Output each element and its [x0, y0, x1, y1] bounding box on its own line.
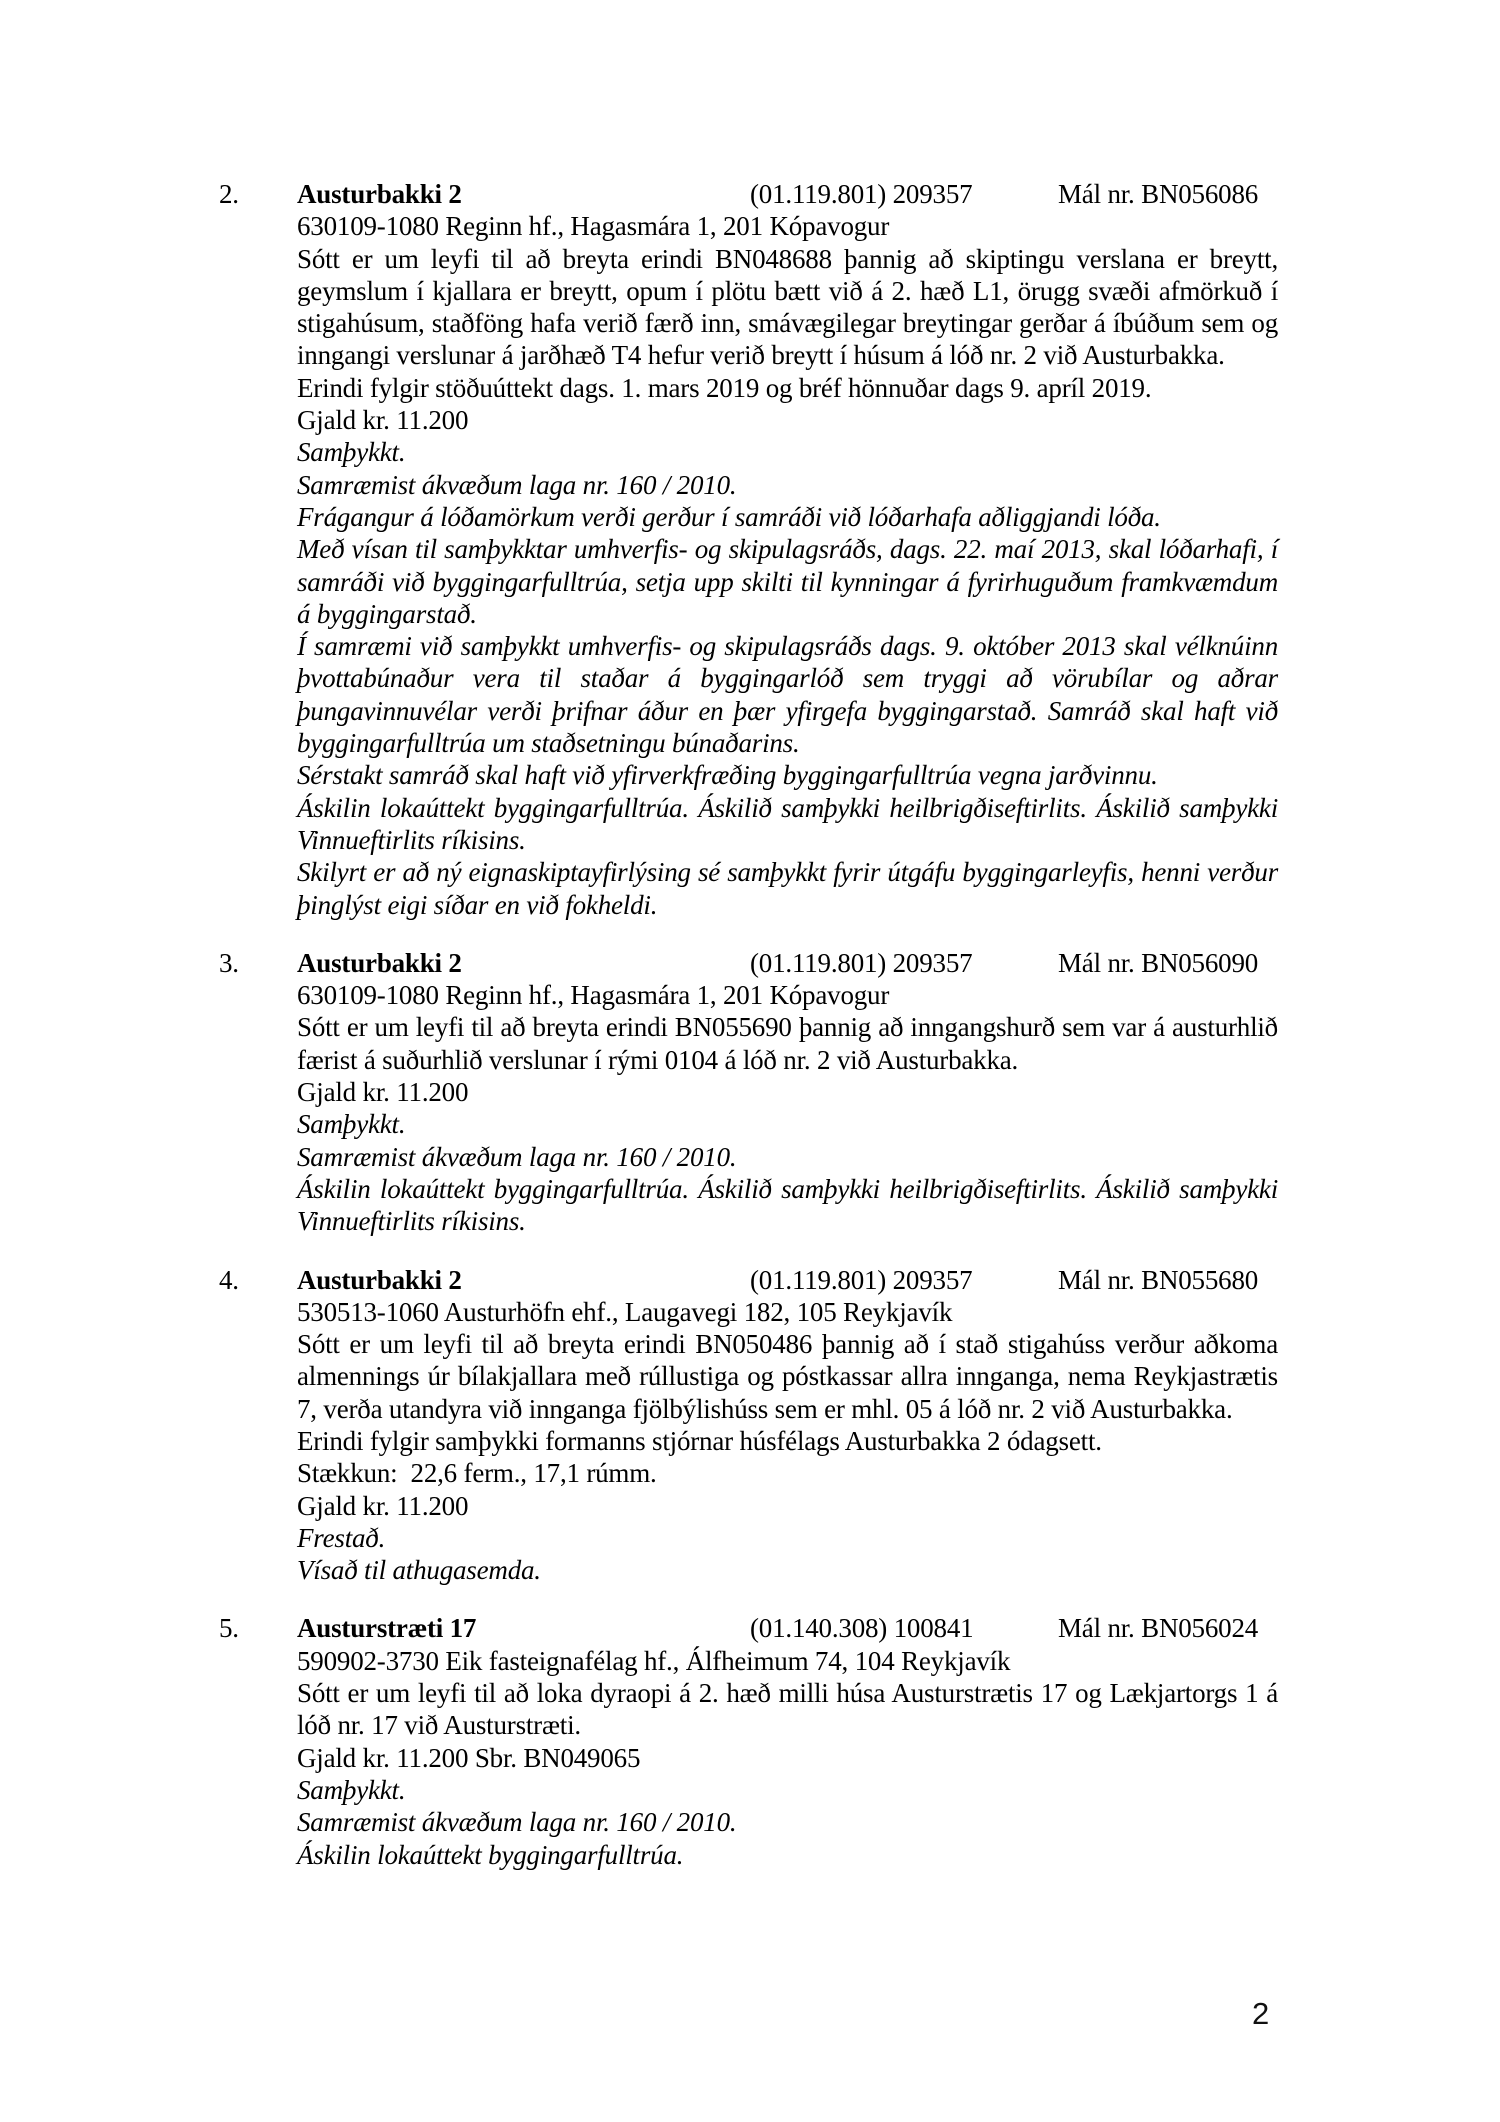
item-number: 5. [219, 1613, 239, 1644]
agenda-item-header [219, 178, 1278, 210]
agenda-item-header [219, 1264, 1278, 1296]
item-paragraphs [297, 1328, 1278, 1586]
item-case-number: Mál nr. BN056024 [1058, 1613, 1259, 1644]
item-paragraph: Sótt er um leyfi til að breyta erindi BN050486 þannig að í stað stigahúss verður aðkoma almennings úr bílakjallara með rúllustiga og póstkassar allra innganga, nema Reykjastrætis 7, verða utandyra við innganga fjölbýlishúss sem er mhl. 05 á lóð nr. 2 við Austurbakka. [297, 1329, 1278, 1424]
agenda-item-header [219, 1612, 1278, 1644]
agenda-item [219, 178, 1278, 921]
item-decision-paragraph: Frestað. [297, 1522, 386, 1553]
item-decision-paragraph: Með vísan til samþykktar umhverfis- og skipulagsráðs, dags. 22. maí 2013, skal lóðarhafi, í samráði við byggingarfulltrúa, setja upp skilti til kynningar á fyrirhuguðum framkvæmdum á byggingarstað. [297, 534, 1278, 629]
item-owner-line: 530513-1060 Austurhöfn ehf., Laugavegi 182, 105 Reykjavík [297, 1296, 953, 1327]
item-owner-line: 590902-3730 Eik fasteignafélag hf., Álfheimum 74, 104 Reykjavík [297, 1645, 1011, 1676]
item-case-number: Mál nr. BN055680 [1058, 1264, 1259, 1295]
item-paragraphs [297, 243, 1278, 921]
item-decision-paragraph: Samræmist ákvæðum laga nr. 160 / 2010. [297, 469, 737, 500]
page-number: 2 [1252, 1996, 1270, 2031]
item-paragraph: Gjald kr. 11.200 [297, 1077, 469, 1108]
item-decision-paragraph: Samræmist ákvæðum laga nr. 160 / 2010. [297, 1807, 737, 1838]
agenda-item [219, 1264, 1278, 1587]
items-list [219, 178, 1278, 1871]
item-paragraph: Gjald kr. 11.200 [297, 1490, 469, 1521]
item-number: 2. [219, 179, 239, 209]
item-paragraph: Sótt er um leyfi til að breyta erindi BN048688 þannig að skiptingu verslana er breytt, geymslum í kjallara er breytt, opum í plötu bætt við á 2. hæð L1, örugg svæði afmörkuð í stigahúsum, staðföng hafa verið færð inn, smávægilegar breytingar gerðar á íbúðum sem og inngangi verslunar á jarðhæð T4 hefur verið breytt í húsum á lóð nr. 2 við Austurbakka. [297, 243, 1278, 371]
item-paragraphs [297, 1011, 1278, 1237]
item-paragraphs [297, 1677, 1278, 1871]
item-address-title: Austurbakki 2 [297, 1264, 462, 1295]
item-paragraph: Sótt er um leyfi til að breyta erindi BN055690 þannig að inngangshurð sem var á austurhlið færist á suðurhlið verslunar í rými 0104 á lóð nr. 2 við Austurbakka. [297, 1012, 1278, 1075]
item-case-number: Mál nr. BN056090 [1058, 947, 1259, 978]
item-decision-paragraph: Í samræmi við samþykkt umhverfis- og skipulagsráðs dags. 9. október 2013 skal vélknúinn þvottabúnaður vera til staðar á byggingarlóð sem tryggi að vörubílar og aðrar þungavinnuvélar verði þrifnar áður en þær yfirgefa byggingarstað. Samráð skal haft við byggingarfulltrúa um staðsetningu búnaðarins. [297, 631, 1278, 759]
agenda-item [219, 1612, 1278, 1870]
item-number: 3. [219, 947, 239, 978]
agenda-item [219, 947, 1278, 1238]
item-paragraph: Stækkun: 22,6 ferm., 17,1 rúmm. [297, 1458, 657, 1489]
item-property-ref: (01.140.308) 100841 [750, 1613, 974, 1644]
item-property-ref: (01.119.801) 209357 [750, 947, 973, 978]
item-decision-paragraph: Áskilin lokaúttekt byggingarfulltrúa. Áskilið samþykki heilbrigðiseftirlits. Áskilið samþykki Vinnueftirlits ríkisins. [297, 792, 1278, 855]
item-property-ref: (01.119.801) 209357 [750, 1264, 973, 1295]
item-decision-paragraph: Samþykkt. [297, 1774, 406, 1805]
item-owner-line: 630109-1080 Reginn hf., Hagasmára 1, 201 Kópavogur [297, 980, 890, 1011]
item-paragraph: Gjald kr. 11.200 [297, 405, 469, 436]
item-decision-paragraph: Vísað til athugasemda. [297, 1555, 541, 1586]
item-address-title: Austurstræti 17 [297, 1613, 477, 1644]
item-decision-paragraph: Samþykkt. [297, 1109, 406, 1140]
item-decision-paragraph: Áskilin lokaúttekt byggingarfulltrúa. [297, 1839, 684, 1870]
item-decision-paragraph: Sérstakt samráð skal haft við yfirverkfræðing byggingarfulltrúa vegna jarðvinnu. [297, 760, 1158, 791]
item-paragraph: Gjald kr. 11.200 Sbr. BN049065 [297, 1742, 641, 1773]
item-paragraph: Erindi fylgir samþykki formanns stjórnar húsfélags Austurbakka 2 ódagsett. [297, 1425, 1102, 1456]
item-paragraph: Sótt er um leyfi til að loka dyraopi á 2. hæð milli húsa Austurstrætis 17 og Lækjartorgs 1 á lóð nr. 17 við Austurstræti. [297, 1678, 1278, 1741]
item-property-ref: (01.119.801) 209357 [750, 179, 973, 209]
item-decision-paragraph: Samræmist ákvæðum laga nr. 160 / 2010. [297, 1141, 737, 1172]
item-owner-line: 630109-1080 Reginn hf., Hagasmára 1, 201 Kópavogur [297, 211, 890, 242]
agenda-item-header [219, 947, 1278, 979]
item-decision-paragraph: Frágangur á lóðamörkum verði gerður í samráði við lóðarhafa aðliggjandi lóða. [297, 501, 1161, 532]
item-number: 4. [219, 1264, 239, 1295]
item-case-number: Mál nr. BN056086 [1058, 179, 1259, 209]
item-decision-paragraph: Skilyrt er að ný eignaskiptayfirlýsing sé samþykkt fyrir útgáfu byggingarleyfis, henni verður þinglýst eigi síðar en við fokheldi. [297, 857, 1278, 920]
item-address-title: Austurbakki 2 [297, 179, 462, 209]
item-decision-paragraph: Samþykkt. [297, 437, 406, 468]
item-paragraph: Erindi fylgir stöðuúttekt dags. 1. mars 2019 og bréf hönnuðar dags 9. apríl 2019. [297, 372, 1152, 403]
item-address-title: Austurbakki 2 [297, 947, 462, 978]
item-decision-paragraph: Áskilin lokaúttekt byggingarfulltrúa. Áskilið samþykki heilbrigðiseftirlits. Áskilið samþykki Vinnueftirlits ríkisins. [297, 1173, 1278, 1237]
